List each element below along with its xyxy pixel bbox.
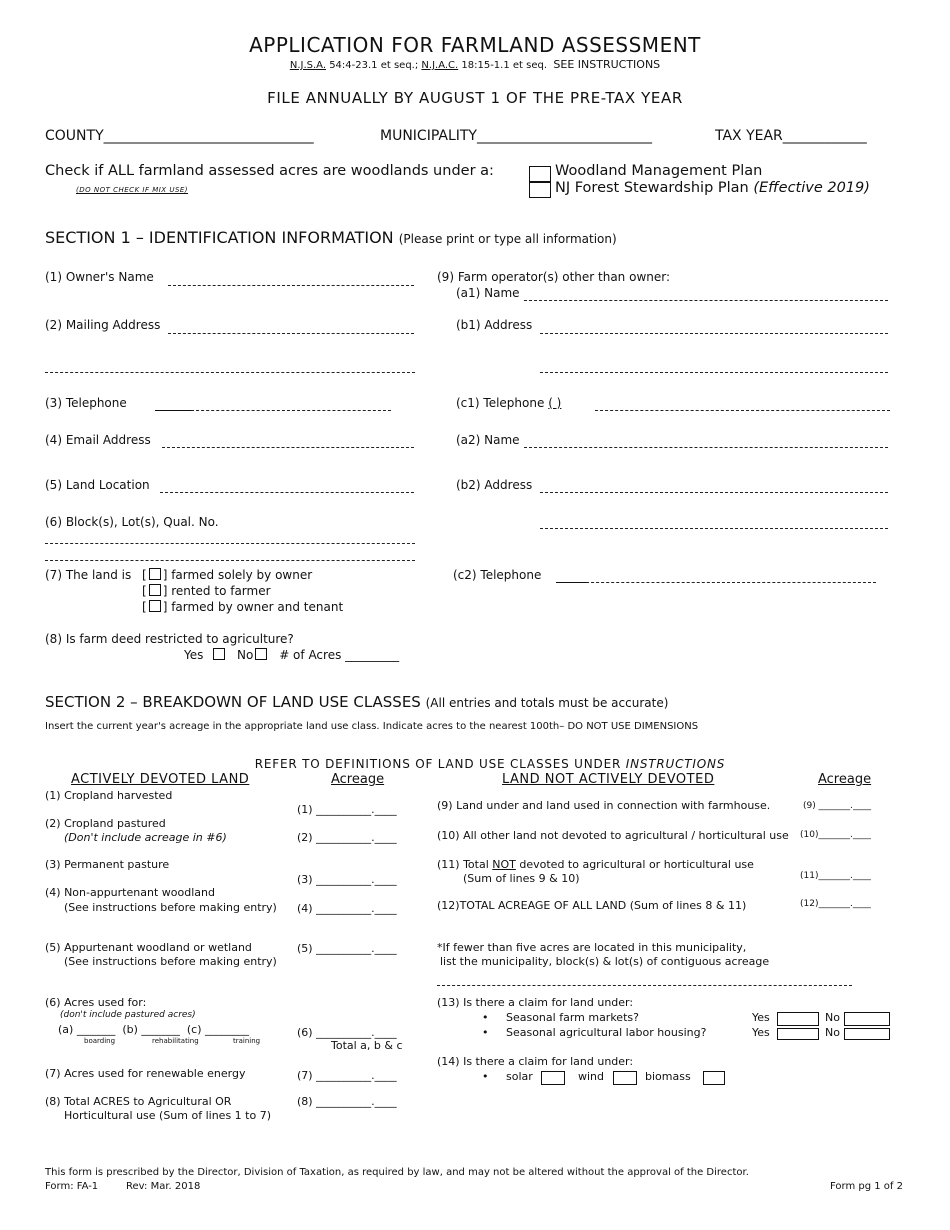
effective-2019: (Effective 2019) [753, 180, 870, 196]
checkbox-icon[interactable] [149, 568, 161, 580]
county-blank: ______________________________ [103, 128, 314, 144]
tax-year-blank: ____________ [782, 128, 867, 144]
item6-label: (6) Acres used for: [45, 996, 147, 1009]
mailing-address-field[interactable] [168, 333, 414, 334]
item4-blank: __________.____ [316, 902, 397, 915]
b2-address-field[interactable] [540, 492, 888, 493]
contiguous-acreage-field[interactable] [437, 985, 852, 986]
deed-no-label: No [237, 648, 254, 662]
njsa-link: N.J.S.A. [289, 60, 327, 71]
see-instructions: SEE INSTRUCTIONS [553, 58, 661, 71]
item7-label: (7) Acres used for renewable energy [45, 1067, 246, 1080]
njac-ref: 18:15-1.1 et seq. [458, 60, 548, 71]
item6-note: (don't include pastured acres) [60, 1010, 196, 1020]
section1-subtitle: (Please print or type all information) [398, 232, 617, 246]
item8-num: (8) [297, 1095, 313, 1108]
claim13-label: (13) Is there a claim for land under: [437, 996, 634, 1009]
block-lot-field[interactable] [45, 543, 415, 544]
footer-statement: This form is prescribed by the Director, Division of Taxation, as required by law, and may not be altered without the approval of the Director. [45, 1167, 749, 1178]
a1-name-field[interactable] [524, 300, 888, 301]
item7-blank: __________.____ [316, 1069, 397, 1082]
item1-label: (1) Cropland harvested [45, 789, 173, 802]
item11-blank: _______.____ [818, 871, 871, 881]
item2-note: (Don't include acreage in #6) [64, 831, 227, 844]
item3-acreage[interactable] [297, 873, 397, 886]
item4-acreage[interactable] [297, 902, 397, 915]
tax-year-field[interactable] [715, 128, 867, 144]
wind-box[interactable] [613, 1071, 637, 1085]
telephone-area-code[interactable] [155, 410, 191, 411]
seasonal-markets-label: Seasonal farm markets? [505, 1011, 639, 1024]
land-is-label: (7) The land is [45, 568, 132, 582]
item5-label: (5) Appurtenant woodland or wetland [45, 941, 252, 954]
item5-note: (See instructions before making entry) [64, 955, 277, 968]
item12-acreage[interactable] [800, 899, 871, 909]
statute-reference [0, 58, 950, 71]
forest-stewardship-checkbox[interactable] [529, 182, 551, 198]
refer-text: REFER TO DEFINITIONS OF LAND USE CLASSES UNDER [254, 757, 622, 771]
county-label: COUNTY [45, 128, 104, 144]
footer-page-number: Form pg 1 of 2 [830, 1181, 903, 1192]
njsa-ref: 54:4-23.1 et seq.; [326, 60, 419, 71]
item1-acreage[interactable] [297, 803, 397, 816]
col-acreage-left: Acreage [331, 772, 385, 787]
mix-use-note: (DO NOT CHECK IF MIX USE) [76, 186, 189, 194]
b1-address-line2[interactable] [540, 372, 888, 373]
section2-heading [45, 693, 668, 711]
section2-instruction: Insert the current year's acreage in the appropriate land use class. Indicate acres to the nearest 100th– DO NOT USE DIMENSIONS [45, 721, 699, 732]
housing-no-box[interactable] [844, 1028, 890, 1040]
land-opt1-label: farmed solely by owner [171, 568, 313, 582]
municipality-blank: _________________________ [477, 128, 652, 144]
col-acreage-right: Acreage [818, 772, 872, 787]
c2-area-code[interactable] [556, 582, 586, 583]
block-lot-label: (6) Block(s), Lot(s), Qual. No. [45, 515, 219, 529]
solar-item: • solar [482, 1070, 533, 1083]
markets-yes-box[interactable] [777, 1012, 819, 1026]
item11-num: (11) [800, 871, 819, 881]
wind-label: wind [578, 1070, 605, 1083]
labor-housing-label: Seasonal agricultural labor housing? [505, 1026, 707, 1039]
acres-field[interactable]: _________ [345, 648, 400, 662]
item10-num: (10) [800, 830, 819, 840]
fewer-acres-note2: list the municipality, block(s) & lot(s) of contiguous acreage [440, 955, 770, 968]
municipality-field[interactable] [380, 128, 652, 144]
c2-telephone-label: (c2) Telephone [453, 568, 542, 582]
checkbox-icon[interactable] [149, 600, 161, 612]
footer-revision: Rev: Mar. 2018 [126, 1181, 201, 1192]
checkbox-icon[interactable] [149, 584, 161, 596]
refer-definitions [0, 757, 950, 771]
file-annually-subtitle: FILE ANNUALLY BY AUGUST 1 OF THE PRE-TAX YEAR [267, 89, 683, 107]
item11-label: (11) Total NOT devoted to agricultural or horticultural use [437, 858, 754, 871]
item2-acreage[interactable] [297, 831, 397, 844]
training-label: training [233, 1037, 261, 1045]
item8-label: (8) Total ACRES to Agricultural OR [45, 1095, 232, 1108]
municipality-label: MUNICIPALITY [380, 128, 477, 144]
b1-address-field[interactable] [540, 333, 888, 334]
deed-question: (8) Is farm deed restricted to agriculture? [45, 632, 294, 646]
owner-name-label: (1) Owner's Name [45, 270, 154, 284]
item11-note: (Sum of lines 9 & 10) [463, 872, 580, 885]
refer-instructions: INSTRUCTIONS [625, 757, 726, 771]
item9-label: (9) Land under and land used in connection with farmhouse. [437, 799, 771, 812]
housing-yes-box[interactable] [777, 1028, 819, 1040]
solar-box[interactable] [541, 1071, 565, 1085]
njac-link: N.J.A.C. [421, 60, 459, 71]
item4-note: (See instructions before making entry) [64, 901, 277, 914]
solar-label: solar [505, 1070, 533, 1083]
claim14-label: (14) Is there a claim for land under: [437, 1055, 634, 1068]
item2-label: (2) Cropland pastured [45, 817, 166, 830]
item10-label: (10) All other land not devoted to agricultural / horticultural use [437, 829, 789, 842]
col-actively-devoted: ACTIVELY DEVOTED LAND [71, 772, 250, 787]
mailing-address-line2[interactable] [45, 372, 415, 373]
fewer-acres-note: *If fewer than five acres are located in this municipality, [437, 941, 747, 954]
item1-blank: __________.____ [316, 803, 397, 816]
land-location-field[interactable] [160, 492, 414, 493]
item7-acreage[interactable] [297, 1069, 397, 1082]
item2-num: (2) [297, 831, 313, 844]
item4-label: (4) Non-appurtenant woodland [45, 886, 215, 899]
land-opt2-label: rented to farmer [171, 584, 271, 598]
block-lot-field-2[interactable] [45, 560, 415, 561]
land-option-rented[interactable]: [ ] rented to farmer [142, 584, 271, 598]
item11-acreage[interactable] [800, 871, 871, 881]
item6-c-field[interactable]: (c) ________ [186, 1023, 250, 1036]
telephone-label: (3) Telephone [45, 396, 127, 410]
item6-acreage[interactable] [297, 1026, 397, 1039]
item3-num: (3) [297, 873, 313, 886]
acres-label: # of Acres [279, 648, 342, 662]
boarding-label: boarding [84, 1037, 116, 1045]
mailing-address-label: (2) Mailing Address [45, 318, 161, 332]
item9-acreage[interactable] [803, 801, 871, 811]
item10-acreage[interactable] [800, 830, 871, 840]
section1-title: SECTION 1 – IDENTIFICATION INFORMATION [45, 228, 394, 247]
markets-yes-label: Yes [752, 1011, 770, 1024]
land-option-owner[interactable]: [ ] farmed solely by owner [142, 568, 313, 582]
section2-title: SECTION 2 – BREAKDOWN OF LAND USE CLASSES [45, 693, 421, 711]
item9-blank: _______.____ [818, 801, 871, 811]
c1-label-text: (c1) Telephone [456, 396, 545, 410]
item3-label: (3) Permanent pasture [45, 858, 170, 871]
item1-num: (1) [297, 803, 313, 816]
forest-stewardship-label [555, 180, 870, 196]
land-location-label: (5) Land Location [45, 478, 150, 492]
labor-housing-item: • Seasonal agricultural labor housing? [482, 1026, 707, 1039]
rehabilitating-label: rehabilitating [152, 1037, 199, 1045]
woodland-prompt: Check if ALL farmland assessed acres are woodlands under a: [45, 163, 494, 179]
item6-subfields[interactable] [58, 1023, 249, 1036]
b2-address-line2[interactable] [540, 528, 888, 529]
a2-name-field[interactable] [524, 447, 888, 448]
section2-subtitle: (All entries and totals must be accurate) [425, 696, 669, 710]
footer-form-number: Form: FA-1 [45, 1181, 99, 1192]
item12-num: (12) [800, 899, 819, 909]
item3-blank: __________.____ [316, 873, 397, 886]
item9-num: (9) [803, 801, 816, 811]
item6-b-field[interactable]: (b) _______ [122, 1023, 180, 1036]
item2-blank: __________.____ [316, 831, 397, 844]
item5-acreage[interactable] [297, 942, 397, 955]
item8-note: Horticultural use (Sum of lines 1 to 7) [64, 1109, 271, 1122]
land-opt3-label: farmed by owner and tenant [171, 600, 344, 614]
c1-area-code[interactable]: ( ) [548, 396, 562, 410]
deed-yes-label: Yes [184, 648, 204, 662]
item10-blank: _______.____ [818, 830, 871, 840]
seasonal-markets-item: • Seasonal farm markets? [482, 1011, 639, 1024]
email-field[interactable] [162, 447, 414, 448]
a2-name-label: (a2) Name [456, 433, 520, 447]
markets-no-label: No [825, 1011, 840, 1024]
item12-blank: _______.____ [818, 899, 871, 909]
item4-num: (4) [297, 902, 313, 915]
email-label: (4) Email Address [45, 433, 151, 447]
item8-acreage[interactable] [297, 1095, 397, 1108]
item7-num: (7) [297, 1069, 313, 1082]
county-field[interactable] [45, 128, 314, 144]
item6-blank: __________.____ [316, 1026, 397, 1039]
c2-telephone-field[interactable] [586, 582, 876, 583]
biomass-box[interactable] [703, 1071, 725, 1085]
land-option-tenant[interactable]: [ ] farmed by owner and tenant [142, 600, 344, 614]
item5-blank: __________.____ [316, 942, 397, 955]
section1-heading [45, 228, 617, 247]
total-abc-label: Total a, b & c [331, 1039, 403, 1052]
item12-label: (12)TOTAL ACREAGE OF ALL LAND (Sum of lines 8 & 11) [437, 899, 747, 912]
operators-label: (9) Farm operator(s) other than owner: [437, 270, 671, 284]
owner-name-field[interactable] [168, 285, 414, 286]
woodland-management-label: Woodland Management Plan [555, 163, 763, 179]
markets-no-box[interactable] [844, 1012, 890, 1026]
item8-blank: __________.____ [316, 1095, 397, 1108]
item5-num: (5) [297, 942, 313, 955]
deed-yes-checkbox[interactable] [213, 648, 225, 660]
biomass-label: biomass [645, 1070, 691, 1083]
form-title: APPLICATION FOR FARMLAND ASSESSMENT [249, 33, 701, 57]
deed-no-checkbox[interactable] [255, 648, 267, 660]
housing-yes-label: Yes [752, 1026, 770, 1039]
a1-name-label: (a1) Name [456, 286, 520, 300]
c1-telephone-field[interactable] [595, 410, 890, 411]
housing-no-label: No [825, 1026, 840, 1039]
b2-address-label: (b2) Address [456, 478, 533, 492]
tax-year-label: TAX YEAR [715, 128, 783, 144]
telephone-field[interactable] [191, 410, 391, 411]
deed-answers [184, 648, 399, 662]
item6-a-field[interactable]: (a) _______ [58, 1023, 116, 1036]
col-not-actively-devoted: LAND NOT ACTIVELY DEVOTED [502, 772, 715, 787]
woodland-management-checkbox[interactable] [529, 166, 551, 182]
item6-num: (6) [297, 1026, 313, 1039]
forest-stewardship-text: NJ Forest Stewardship Plan [555, 180, 749, 196]
b1-address-label: (b1) Address [456, 318, 533, 332]
c1-telephone-label [456, 396, 561, 410]
